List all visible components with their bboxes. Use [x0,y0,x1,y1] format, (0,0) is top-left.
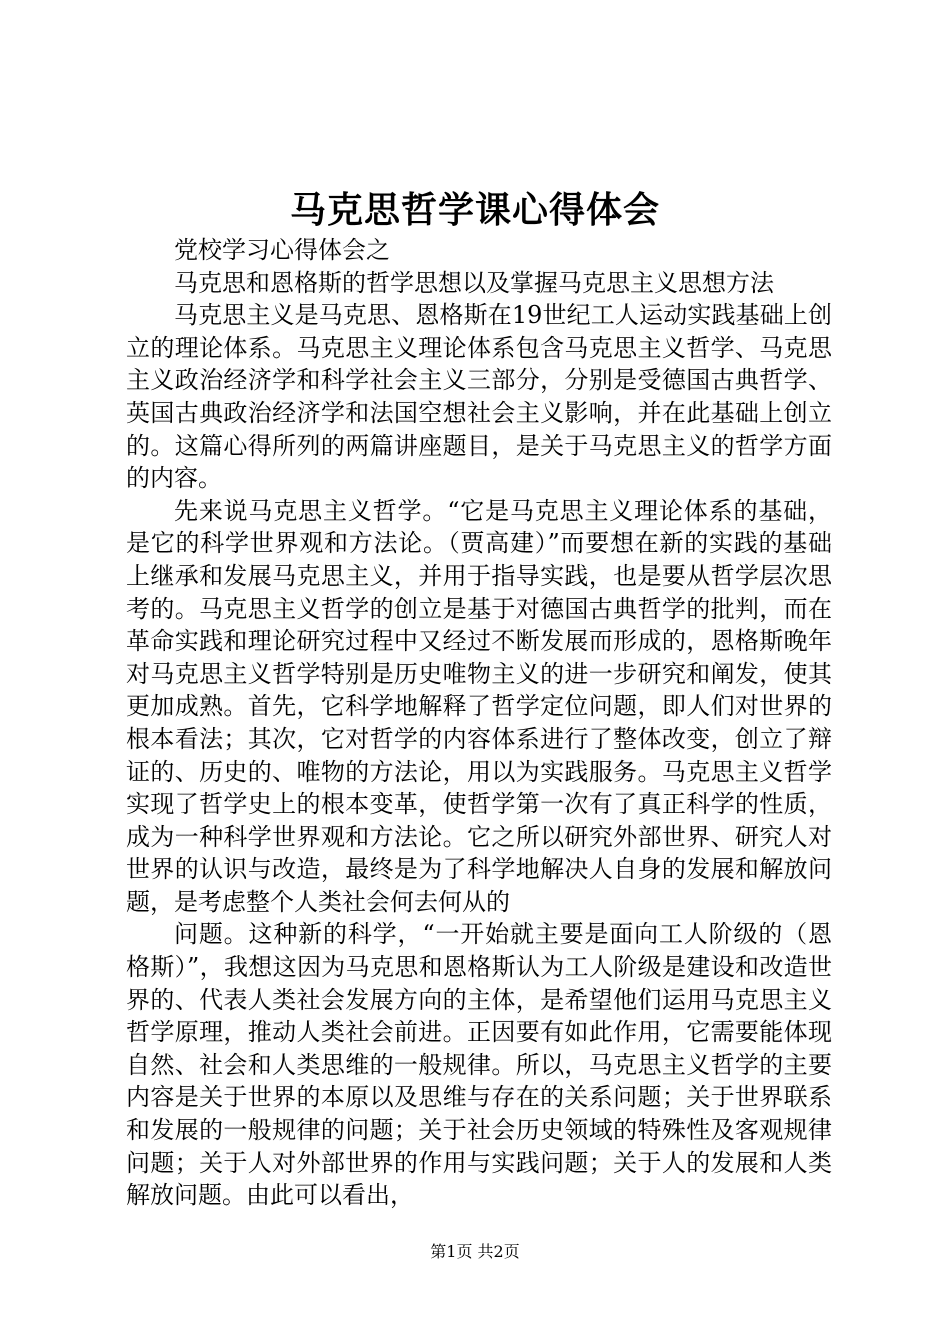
paragraph-philosophy: 先来说马克思主义哲学。“它是马克思主义理论体系的基础，是它的科学世界观和方法论。（贾高建）”而要想在新的实践的基础上继承和发展马克思主义，并用于指导实践，也是要从哲学层次思考的。马克思主义哲学的创立是基于对德国古典哲学的批判，而在革命实践和理论研究过程中又经过不断发展而形成的，恩格斯晚年对马克思主义哲学特别是历史唯物主义的进一步研究和阐发，使其更加成熟。首先，它科学地解释了哲学定位问题，即人们对世界的根本看法；其次，它对哲学的内容体系进行了整体改变，创立了辩证的、历史的、唯物的方法论，用以为实践服务。马克思主义哲学实现了哲学史上的根本变革，使哲学第一次有了真正科学的性质，成为一种科学世界观和方法论。它之所以研究外部世界、研究人对世界的认识与改造，最终是为了科学地解决人自身的发展和解放问题，是考虑整个人类社会何去何从的 [126,496,832,916]
paragraph-heading: 马克思和恩格斯的哲学思想以及掌握马克思主义思想方法 [174,268,774,297]
document-body [126,234,832,1212]
document-title: 马克思哲学课心得体会 [289,189,660,231]
paragraph-subtitle: 党校学习心得体会之 [174,236,390,264]
paragraph-intro: 马克思主义是马克思、恩格斯在19世纪工人运动实践基础上创立的理论体系。马克思主义理论体系包含马克思主义哲学、马克思主义政治经济学和科学社会主义三部分，分别是受德国古典哲学、英国古典政治经济学和法国空想社会主义影响，并在此基础上创立的。这篇心得所列的两篇讲座题目，是关于马克思主义的哲学方面的内容。 [126,301,832,493]
page-footer: 第1页 共2页 [430,1242,520,1261]
paragraph-problems: 问题。这种新的科学，“一开始就主要是面向工人阶级的（恩格斯）”，我想这因为马克思和恩格斯认为工人阶级是建设和改造世界的、代表人类社会发展方向的主体，是希望他们运用马克思主义哲学原理，推动人类社会前进。正因要有如此作用，它需要能体现自然、社会和人类思维的一般规律。所以，马克思主义哲学的主要内容是关于世界的本原以及思维与存在的关系问题；关于世界联系和发展的一般规律的问题；关于社会历史领域的特殊性及客观规律问题；关于人对外部世界的作用与实践问题；关于人的发展和人类解放问题。由此可以看出， [126,920,832,1210]
